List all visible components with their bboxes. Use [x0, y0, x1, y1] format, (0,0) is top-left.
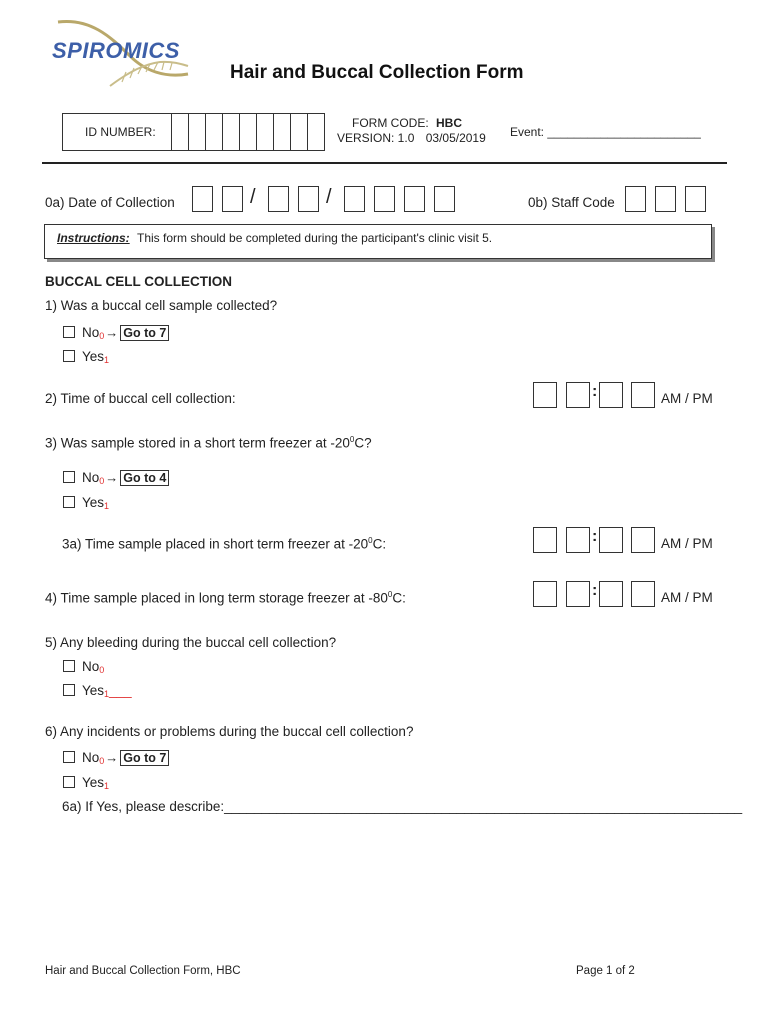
date-collection-label: 0a) Date of Collection: [45, 195, 175, 210]
q5-no-option: $No_0$: [82, 659, 105, 675]
date-separator: /: [326, 186, 332, 208]
arrow-right-icon: →: [105, 750, 119, 765]
q1-no-option: $No_0\to Go$ to 7: [82, 325, 169, 341]
q1-goto: Go to 7: [120, 325, 169, 341]
form-version: VERSION: 1.0 03/05/2019: [337, 131, 486, 145]
q5-no-checkbox[interactable]: [63, 660, 75, 672]
footer-page-number: Page 1 of 2: [576, 965, 635, 977]
q6-yes-checkbox[interactable]: [63, 776, 75, 788]
section-title: BUCCAL CELL COLLECTION: [45, 274, 232, 289]
q3-goto: Go to 4: [120, 470, 169, 486]
page-title: Hair and Buccal Collection Form: [230, 62, 524, 83]
question-4: 4) Time sample placed in long term storage freezer at $-80^0C$:: [45, 590, 406, 606]
question-6: 6) Any incidents or problems during the buccal cell collection?: [45, 724, 414, 739]
q6-goto: Go to 7: [120, 750, 169, 766]
q6-yes-option: Yes$_1$: [82, 775, 110, 791]
question-1: 1) Was a buccal cell sample collected?: [45, 298, 278, 313]
header-divider: [42, 162, 727, 164]
question-5: 5) Any bleeding during the buccal cell collection?: [45, 635, 337, 650]
q5-yes-checkbox[interactable]: [63, 684, 75, 696]
id-number-label: ID NUMBER:: [85, 125, 156, 139]
q1-no-checkbox[interactable]: [63, 326, 75, 338]
question-3: 3) Was sample stored in a short term freezer at $-20^0C$?: [45, 435, 372, 451]
q3-no-checkbox[interactable]: [63, 471, 75, 483]
question-3a: 3a) Time sample placed in short term freezer at $-20^0C$:: [62, 536, 387, 552]
q5-yes-option: Yes$_1$___: [82, 683, 132, 699]
q3-no-option: $No_0\to Go$ to 4: [82, 470, 169, 486]
instructions-text: Instructions: This form should be completed during the participant's clinic visit 5.: [57, 231, 493, 245]
staff-code-label: 0b) Staff Code: [528, 195, 615, 210]
question-2: 2) Time of buccal cell collection:: [45, 391, 236, 406]
q4-ampm[interactable]: AM / PM: [661, 590, 713, 605]
q6-no-option: $No_0\to Go$ to 7: [82, 750, 169, 766]
q2-ampm[interactable]: AM / PM: [661, 391, 713, 406]
arrow-right-icon: →: [105, 325, 119, 340]
footer-form-name: Hair and Buccal Collection Form, HBC: [45, 965, 241, 977]
spiromics-logo: [50, 16, 190, 88]
q3-yes-checkbox[interactable]: [63, 496, 75, 508]
form-code: FORM CODE: HBC: [352, 116, 463, 130]
q6-no-checkbox[interactable]: [63, 751, 75, 763]
q1-yes-option: Yes$_1$: [82, 349, 110, 365]
logo-text: SPIROMICS: [52, 38, 180, 63]
instructions-box: [44, 224, 712, 259]
q3-yes-option: Yes$_1$: [82, 495, 110, 511]
q3a-ampm[interactable]: AM / PM: [661, 536, 713, 551]
arrow-right-icon: →: [105, 470, 119, 485]
question-6a[interactable]: 6a) If Yes, please describe:_____________________________________________________________________: [62, 799, 743, 814]
q1-yes-checkbox[interactable]: [63, 350, 75, 362]
date-separator: /: [250, 186, 256, 208]
event-field[interactable]: Event: _______________________: [510, 125, 701, 139]
